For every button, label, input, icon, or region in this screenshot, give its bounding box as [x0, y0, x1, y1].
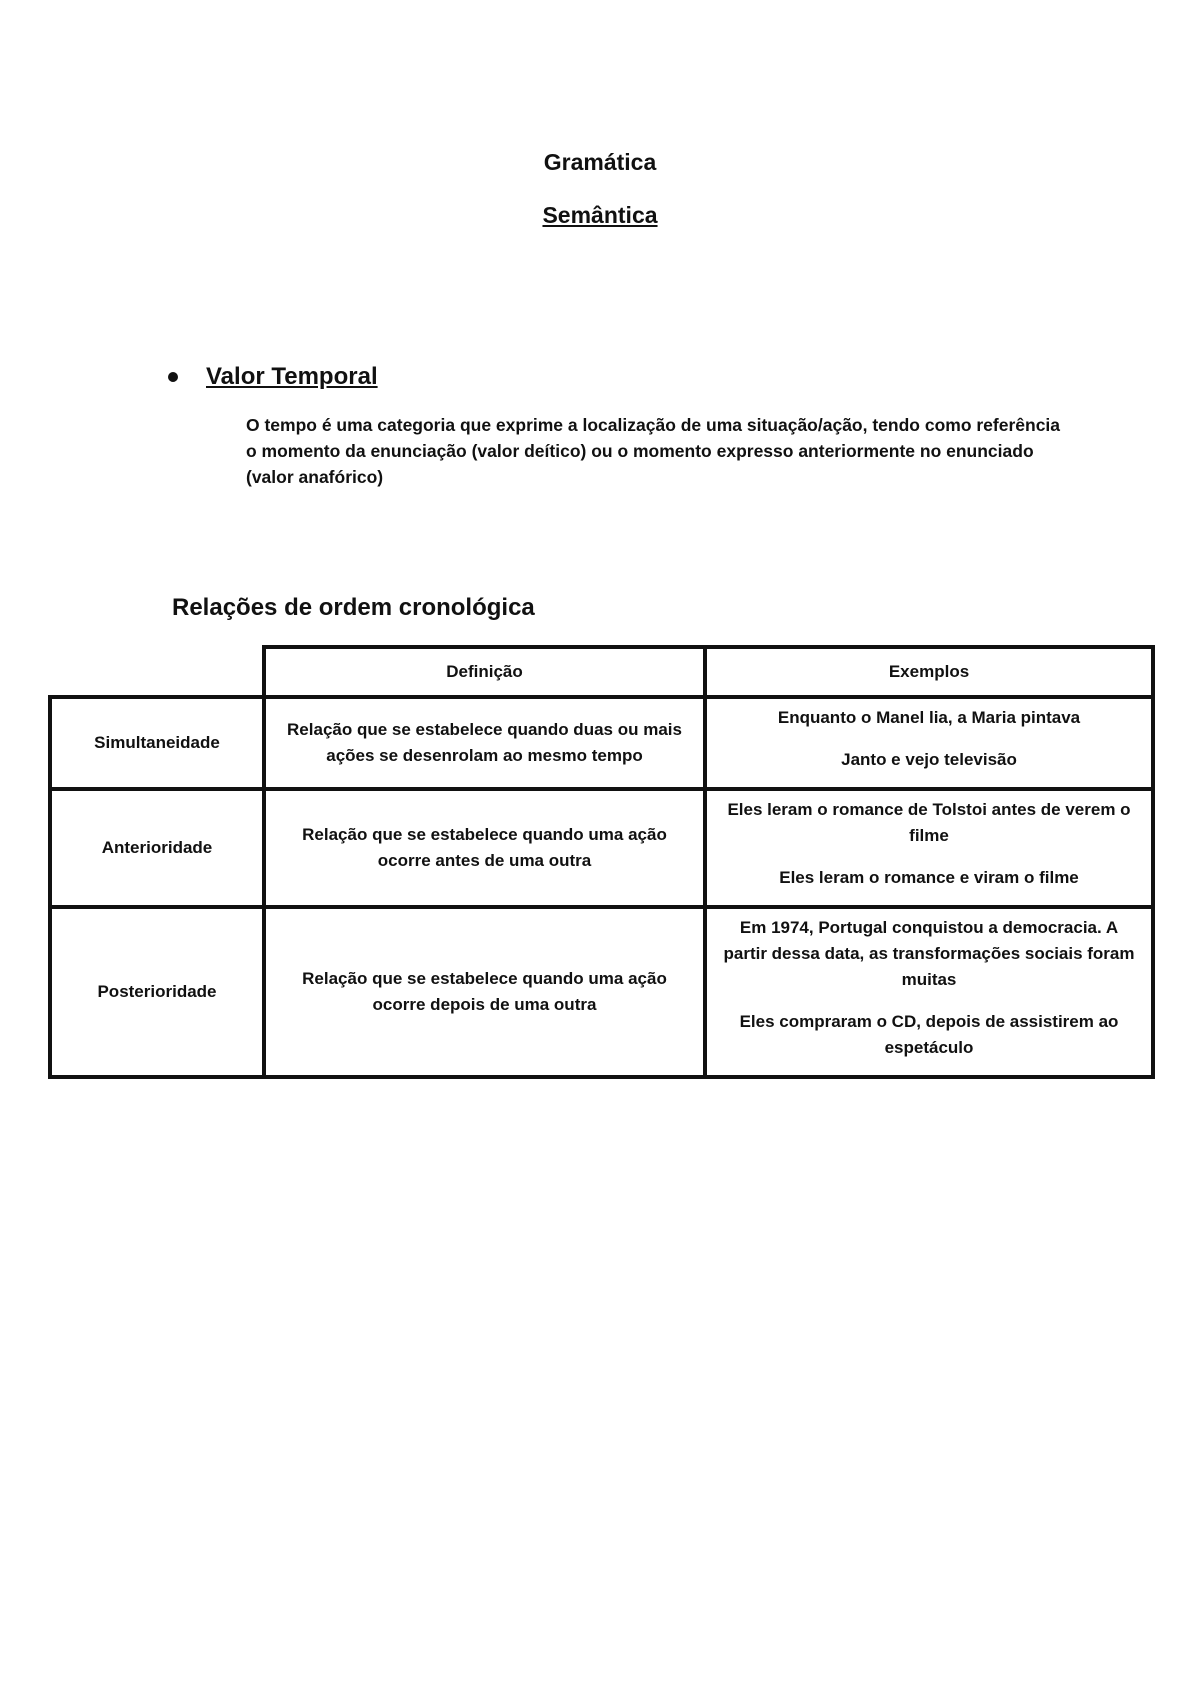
- table-corner-cell: [50, 647, 264, 697]
- document-subtitle: Semântica: [542, 202, 658, 228]
- table-row: [50, 789, 1153, 907]
- example-text: Eles leram o romance de Tolstoi antes de verem o filme: [727, 800, 1131, 845]
- row-definicao: Relação que se estabelece quando uma ação ocorre antes de uma outra: [264, 789, 705, 907]
- row-exemplos: [705, 697, 1153, 789]
- example-text: Eles leram o romance e viram o filme: [779, 868, 1079, 887]
- table-row: [50, 697, 1153, 789]
- row-label: Simultaneidade: [50, 697, 264, 789]
- row-exemplos: [705, 789, 1153, 907]
- document-title: Gramática: [543, 149, 657, 175]
- relacoes-heading: Relações de ordem cronológica: [172, 594, 535, 621]
- valor-temporal-heading: Valor Temporal: [206, 363, 378, 390]
- valor-temporal-paragraph: O tempo é uma categoria que exprime a localização de uma situação/ação, tendo como referência o momento da enunciação (valor deítico) ou o momento expresso anteriormente no enunciado (valor anafórico): [246, 415, 1061, 487]
- header-definicao: Definição: [264, 647, 705, 697]
- relacoes-table: [48, 645, 1155, 1079]
- bullet-dot-icon: [168, 372, 178, 382]
- example-text: Eles compraram o CD, depois de assistirem ao espetáculo: [739, 1012, 1119, 1057]
- valor-temporal-bullet: [168, 362, 378, 392]
- header-exemplos: Exemplos: [705, 647, 1153, 697]
- row-exemplos: [705, 907, 1153, 1077]
- row-label: Posterioridade: [50, 907, 264, 1077]
- row-definicao: Relação que se estabelece quando uma ação ocorre depois de uma outra: [264, 907, 705, 1077]
- row-definicao: Relação que se estabelece quando duas ou mais ações se desenrolam ao mesmo tempo: [264, 697, 705, 789]
- example-text: Janto e vejo televisão: [841, 750, 1017, 769]
- table-header-row: [50, 647, 1153, 697]
- table-row: [50, 907, 1153, 1077]
- row-label: Anterioridade: [50, 789, 264, 907]
- example-text: Em 1974, Portugal conquistou a democracia. A partir dessa data, as transformações sociais foram muitas: [723, 918, 1135, 989]
- example-text: Enquanto o Manel lia, a Maria pintava: [777, 708, 1081, 727]
